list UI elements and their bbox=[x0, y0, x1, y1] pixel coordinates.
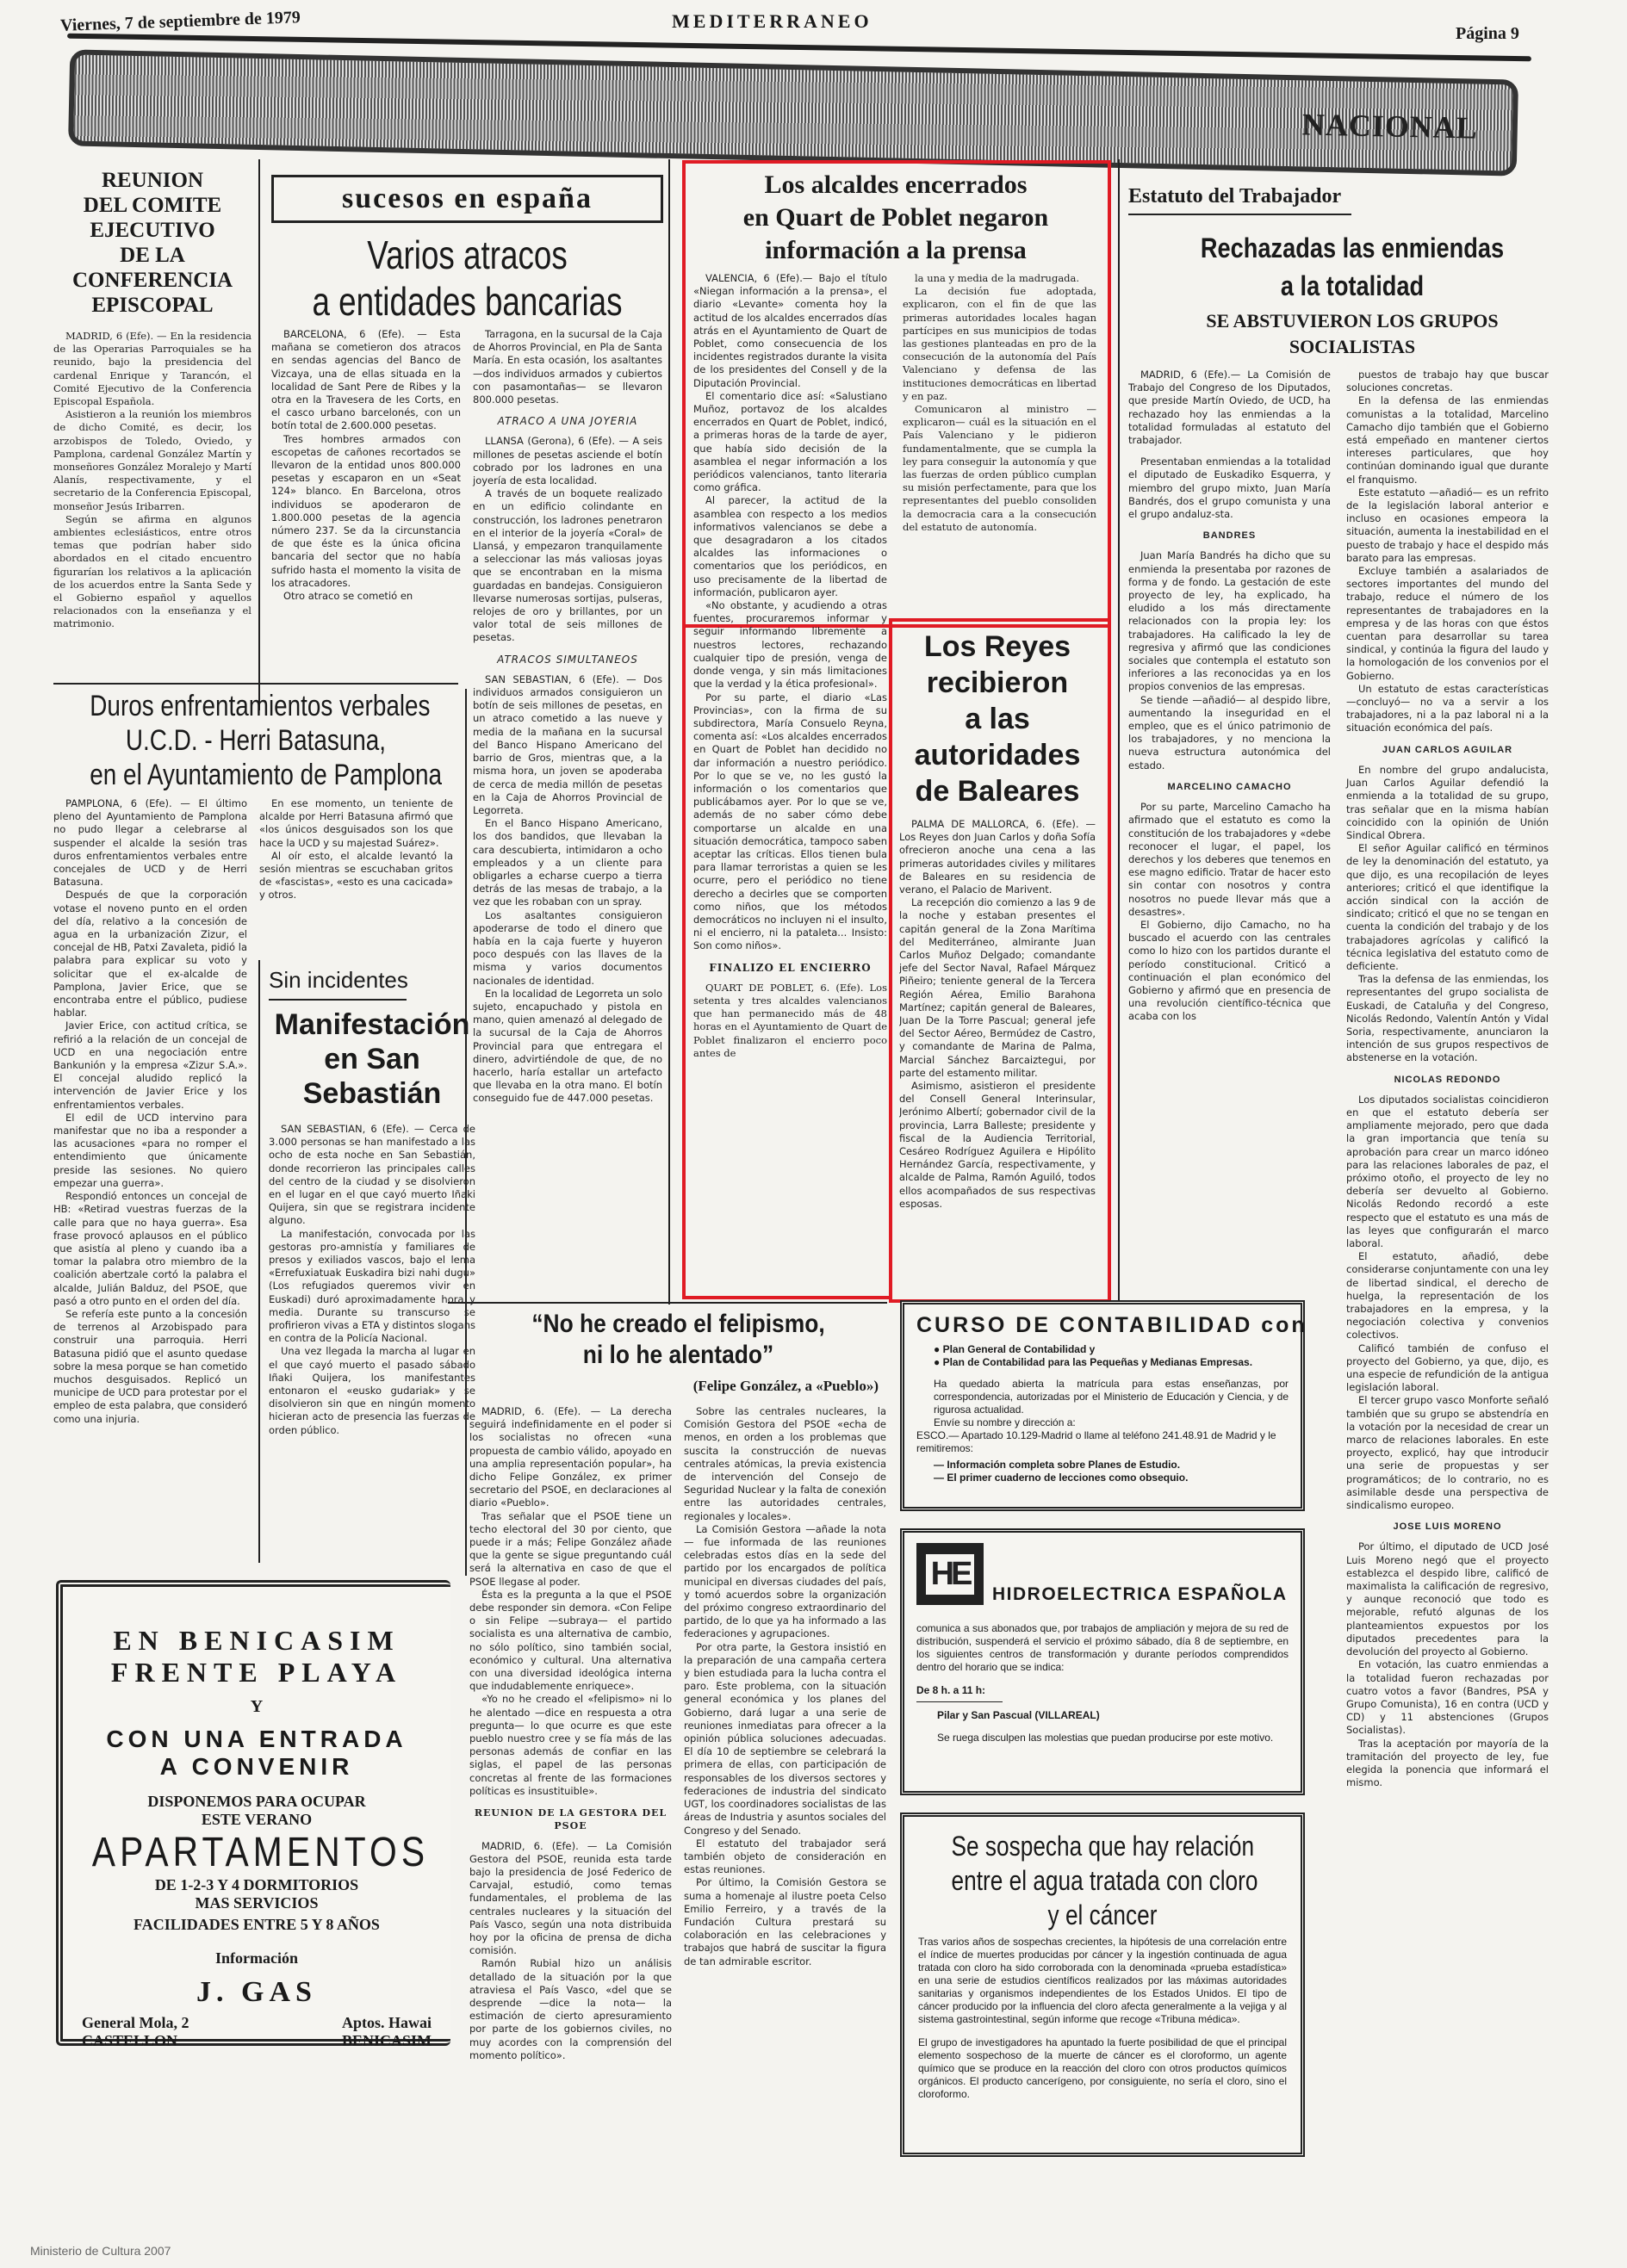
headline-line: entre el agua tratada con cloro bbox=[951, 1865, 1258, 1896]
headline-line: EPISCOPAL bbox=[91, 294, 214, 317]
subhead: JUAN CARLOS AGUILAR bbox=[1382, 744, 1513, 755]
ad-location: Pilar y San Pascual (VILLAREAL) bbox=[937, 1709, 1100, 1721]
headline bbox=[693, 169, 1098, 267]
paragraph: Según se afirma en algunos ambientes eclesiásticos, entre otros temas que podrían haber sido abordados en el citado encuentro figurarían los relativos a la aplicación de los acuerdos entre la Santa Sede y el Gobierno español y aquellos relacionados con la enseñanza y el matrimonio. bbox=[53, 512, 252, 630]
paragraph: El estatuto del trabajador será también objeto de consideración en estas reuniones. bbox=[684, 1837, 886, 1876]
ad-body: comunica a sus abonados que, por trabajos de ampliación y mejora de su red de distribución, suspenderá el servicio el próximo sábado, día 8 de septiembre, en los siguientes centros de transformación y durante períodos comprendidos dentro del horario que se indica: bbox=[916, 1622, 1289, 1673]
paragraph: Calificó también de confuso el proyecto del Gobierno, ya que, dijo, es una especie de refundición de la antigua legislación laboral. bbox=[1346, 1342, 1549, 1394]
ad-apology: Se ruega disculpen las molestias que puedan producirse por este motivo. bbox=[937, 1732, 1274, 1744]
subhead: FINALIZO EL ENCIERRO bbox=[709, 961, 872, 974]
kicker: Sin incidentes bbox=[269, 967, 408, 993]
paragraph: Este estatuto —añadió— es un refrito de la legislación laboral anterior e incluso en ocasiones empeora la situación, aumenta la inestabilidad en el puesto de trabajo y hace el despido más barato para las empresas. bbox=[1346, 486, 1549, 564]
article-felipismo bbox=[469, 1309, 887, 2247]
article-reyes bbox=[899, 629, 1096, 1287]
section-label: sucesos en españa bbox=[342, 183, 593, 214]
paragraph: Por último, el diputado de UCD José Luis Moreno negó que el proyecto establezca el despido libre, calificó de maximalista la calificación de regresivo, y aunque reconoció que todo es mejorable, refutó algunas de los planteamientos expuestos por los diputados precedentes para la devolución del proyecto al Gobierno. bbox=[1346, 1540, 1549, 1658]
paragraph: Por su parte, el diario «Las Provincias», con la firma de su subdirectora, María Consuelo Reyna, comenta así: «Los alcaldes encerrados en Quart de Poblet han decidido no dar información a nuestro periódico. Por lo que se ve, no les gustó la información o los comentarios que publicábamos ayer. Por lo que se ve, además de no saber cómo debe comportarse un alcalde en una situación democrática, tampoco saben aceptar las críticas. Ellos tienen bula para llamar terroristas a quien se les ocurre, pero el periódico no tiene derecho a decirles que se comporten como niños, que los métodos democráticos no incluyen ni el insulto, ni el encierro, ni la pataleta... Insisto: Son como niños». bbox=[693, 691, 887, 952]
headline bbox=[269, 1007, 475, 1111]
paragraph: La decisión fue adoptada, explicaron, con el fin de que las primeras autoridades locales hagan partícipes en sus municipios de todas las gestiones planteadas en pro de la consecución de la autonomía del País Valenciano y defensa de las instituciones democráticas en libertad y en paz. bbox=[903, 285, 1096, 402]
paragraph: Los diputados socialistas coincidieron en que el estatuto debería ser ampliamente mejorado, pero que dada la gran importancia que tenía su aprobación para crear un marco idóneo para las relaciones laborales de paz, el próximo otoño, el proyecto de ley no debería ser devuelto al Gobierno. Nicolás Redondo recordó a este respecto que el estatuto es una más de las leyes que configurarán el marco laboral. bbox=[1346, 1093, 1549, 1249]
ad-line: APARTAMENTOS bbox=[91, 1830, 430, 1875]
column-rule bbox=[1118, 159, 1120, 1304]
ad-line: DE 1-2-3 Y 4 DORMITORIOS bbox=[154, 1876, 359, 1893]
column-rule bbox=[258, 159, 260, 710]
paragraph: Respondió entonces un concejal de HB: «Retirad vuestras fuerzas de la calle para que no haya guerra». Esa frase provocó aplausos en el público que asistía al pleno y cuando iba a tomar la palabra otro miembro de la coalición abertzale cortó la palabra el alcalde, Julián Balduz, del PSOE, que pasó a otro punto en el orden del día. bbox=[53, 1190, 247, 1307]
paragraph: «No obstante, y acudiendo a otras fuentes, procuraremos informar y seguir informando libremente a nuestros lectores, rechazando cualquier tipo de presión, venga de donde venga, y sin más limitaciones que la verdad y la ética profesional». bbox=[693, 599, 887, 691]
subhead: NICOLAS REDONDO bbox=[1394, 1074, 1501, 1085]
ad-offer: — Información completa sobre Planes de Estudio. bbox=[934, 1459, 1181, 1471]
article-body bbox=[918, 1936, 1287, 2101]
headline-line: Los alcaldes encerrados bbox=[764, 170, 1028, 199]
paragraph: En la localidad de Legorreta un solo sujeto, encapuchado y pistola en mano, quien amenazó al delegado de la sucursal de la Caja de Ahorros Provincial para que entregara el dinero, advirtiéndole de que, de no hacerlo, haría estallar un artefacto que llevaba en la otra mano. El botín conseguido fue de 447.000 pesetas. bbox=[473, 987, 662, 1105]
ad-schedule: De 8 h. a 11 h: bbox=[916, 1684, 1003, 1702]
section-banner bbox=[68, 49, 1518, 176]
paragraph: QUART DE POBLET, 6. (Efe). Los setenta y tres alcaldes valencianos que han permanecido más de 48 horas en el Ayuntamiento de Quart de Poblet finalizaron el encierro poco antes de bbox=[693, 981, 887, 1059]
section-label: NACIONAL bbox=[1301, 107, 1479, 146]
headline-line: “No he creado el felipismo, bbox=[531, 1310, 825, 1338]
subhead: BANDRES bbox=[1202, 530, 1257, 542]
bullet-icon: ● bbox=[934, 1343, 943, 1355]
article-episcopal bbox=[53, 168, 252, 680]
kicker: Estatuto del Trabajador bbox=[1128, 185, 1351, 215]
headline bbox=[494, 1309, 862, 1371]
page-number: Página 9 bbox=[1456, 24, 1519, 43]
headline-line: EJECUTIVO bbox=[90, 219, 215, 242]
paragraph: La manifestación, convocada por las gestoras pro-amnistía y familiares de presos y exiliados vascos, bajo el lema «Errefuxiatuak Euskadira bizi nahi dugu» (Los refugiados queremos vivir en Euskadi) duró aproximadamente hora y media. Durante su transcurso se profirieron vivas a ETA y distintos slogans en contra de la Policía Nacional. bbox=[269, 1227, 475, 1345]
ad-address-right bbox=[342, 2014, 432, 2050]
paragraph: La Comisión Gestora —añade la nota— fue informada de las reuniones celebradas estos días en la sede del partido por los encargados de política municipal en diversas ciudades del país, y tomó acuerdos sobre la organización del próximo congreso extraordinario del partido, de lo que ya ha informado a las federaciones y agrupaciones. bbox=[684, 1522, 886, 1640]
headline bbox=[53, 168, 252, 318]
headline-line: DEL COMITE bbox=[83, 194, 222, 217]
paragraph: MADRID, 6. (Efe). — La Comisión Gestora del PSOE, reunida esta tarde bajo la presidencia de José Federico de Carvajal, estudió, como temas fundamentales, el problema de las centrales nucleares y la situación del País Vasco, según una nota distribuida hoy por la oficina de prensa de dicha comisión. bbox=[469, 1839, 672, 1957]
paragraph: PALMA DE MALLORCA, 6. (Efe). — Los Reyes don Juan Carlos y doña Sofía ofrecieron anoche una cena a las primeras autoridades civiles y militares de Baleares en su residencia de verano, el Palacio de Marivent. bbox=[899, 818, 1096, 896]
address-line: CASTELLON bbox=[82, 2032, 178, 2049]
subhead: JOSE LUIS MORENO bbox=[1393, 1521, 1502, 1533]
paragraph: En votación, las cuatro enmiendas a la totalidad fueron rechazadas por cuatro votos a favor (Bandres, PSA y Grupo Comunista), 16 en contra (UCD y CD) y 11 abstenciones (Grupos Socialistas). bbox=[1346, 1658, 1549, 1737]
ad-bullet bbox=[934, 1356, 1289, 1369]
article-body bbox=[899, 818, 1096, 1211]
section-box bbox=[271, 175, 663, 223]
paragraph: Presentaban enmiendas a la totalidad el diputado de Euskadiko Esquerra, y miembro del grupo mixto, Juan María Bandrés, dos el grupo comunista y una el grupo andaluz-sta. bbox=[1128, 455, 1331, 521]
paragraph: SAN SEBASTIAN, 6 (Efe). — Dos individuos armados consiguieron un botín de seis millones de pesetas, en un atraco cometido a las nueve y media de la mañana en la sucursal del Banco Hispano Americano del barrio de Gros, mientras que, a la misma hora, un joven se apoderaba de cerca de media millón de pesetas en la Caja de Ahorros Provincial de Legorreta. bbox=[473, 672, 662, 816]
headline-line: en Quart de Poblet negaron bbox=[742, 203, 1049, 232]
headline-line: CONFERENCIA bbox=[71, 269, 233, 292]
ad-line: CON UNA ENTRADA bbox=[106, 1726, 407, 1752]
paragraph: Tras varios años de sospechas crecientes, la hipótesis de una correlación entre el índice de muertes producidas por cáncer y la ingestión continuada de agua tratada con cloro ha sido corroborada con la denominada «prueba estadística» en una serie de estudios científicos realizados por las máximas autoridades sanitarias y organismos independientes de los Estados Unidos. El tipo de cáncer producido por la influencia del cloro afecta generalmente a la vejiga y al sistema gastrointestinal, según informe que recoge «Tribuna médica». bbox=[918, 1936, 1287, 2025]
paragraph: Un estatuto de estas características —concluyó— no va a servir a los trabajadores, ni a la paz laboral ni a la situación económica del país. bbox=[1346, 682, 1549, 734]
ad-bullet bbox=[934, 1343, 1289, 1356]
paragraph: MADRID, 6 (Efe). — En la residencia de las Operarias Parroquiales se ha reunido, bajo la presidencia del cardenal Enrique y Tarancón, el Comité Ejecutivo de la Conferencia Episcopal Española. bbox=[53, 330, 252, 408]
ad-body: Ha quedado abierta la matrícula para estas enseñanzas, por correspondencia, autorizadas por el Ministerio de Educación y Ciencia, y de rigurosa actualidad. bbox=[934, 1378, 1289, 1416]
paragraph: la una y media de la madrugada. bbox=[915, 272, 1080, 284]
company-name: HIDROELECTRICA ESPAÑOLA bbox=[992, 1584, 1288, 1604]
headline bbox=[899, 629, 1096, 809]
paragraph: En la defensa de las enmiendas comunistas a la totalidad, Marcelino Camacho dijo también que el Gobierno está empeñado en mantener ciertos intereses particulares, que hoy continúan dominando igual que durante el franquismo. bbox=[1346, 394, 1549, 486]
headline-line: a las bbox=[965, 703, 1030, 735]
headline-line: a entidades bancarias bbox=[312, 279, 623, 324]
paragraph: Ésta es la pregunta a la que el PSOE debe responder sin demora. «Con Felipe o sin Felipe —subraya— el partido socialista es una alternativa de cambio, no sólo político, sino también social, económico y cultural. Una alternativa con una diversidad ideológica interna que indudablemente enriquece». bbox=[469, 1588, 672, 1693]
bullet-text: Plan de Contabilidad para las Pequeñas y Medianas Empresas. bbox=[942, 1356, 1253, 1368]
logo-mark: HE bbox=[926, 1554, 975, 1595]
kicker-rule bbox=[269, 999, 407, 1001]
headline-line: Duros enfrentamientos verbales bbox=[90, 690, 431, 722]
ad-line: DISPONEMOS PARA OCUPAR bbox=[147, 1793, 366, 1810]
paragraph: Se refería este punto a la concesión de terrenos al Arzobispado para construir una parroquia. Herri Batasuna pidió que el asunto quedase sobre la mesa porque se han cometido muchos desguisados. Replicó un municipe de UCD para protestar por el empleo de esta palabra, que consideró como una injuria. bbox=[53, 1307, 247, 1425]
paragraph: Tras señalar que el PSOE tiene un techo electoral del 30 por ciento, que puede ir a más; Felipe González añade que la gente se sigue preguntando cuál será la alternativa en caso de que el PSOE llegase al poder. bbox=[469, 1509, 672, 1588]
paragraph: Por último, la Comisión Gestora se suma a homenaje al ilustre poeta Celso Emilio Ferreiro, y a través de la Fundación Cultura prestará su colaboración en las celebraciones y trabajos que habrá de suscitar la figura de tan admirable escritor. bbox=[684, 1876, 886, 1967]
headline-line: autoridades bbox=[914, 739, 1081, 771]
newspaper-title: MEDITERRANEO bbox=[672, 10, 872, 32]
paragraph: Sobre las centrales nucleares, la Comisión Gestora del PSOE «echa de menos, en orden a los problemas que suscita la construcción de nuevas centrales atómicas, la previa existencia de intervención del Consejo de Seguridad Nuclear y la falta de conexión entre las autoridades centrales, regionales y locales». bbox=[684, 1405, 886, 1522]
address-line: Aptos. Hawai bbox=[341, 2014, 432, 2031]
headline-line: de Baleares bbox=[915, 775, 1080, 808]
paragraph: El comentario dice así: «Salustiano Muñoz, portavoz de los alcaldes encerrados en Quart de Poblet, indicó, a primeras horas de la tarde de ayer, que había sido decisión de la asamblea el negar información a los periódicos valencianos, tanto literaria como gráfica. bbox=[693, 389, 887, 494]
article-column bbox=[693, 272, 887, 1060]
headline-line: Manifestación bbox=[274, 1008, 470, 1041]
paragraph: Ramón Rubial hizo un análisis detallado de la situación por la que atraviesa el País Vasco, «del que se desprende —dice la nota— la estimación de cierto apresuramiento por parte de los gobiernos civiles, no muy acordes con la comprensión del momento político». bbox=[469, 1957, 672, 2061]
paragraph: MADRID, 6. (Efe). — La derecha seguirá indefinidamente en el poder si los socialistas no ofrecen «una propuesta de cambio válido, apoyado en una amplia representación popular», ha dicho Felipe González, ex primer secretario del PSOE, en declaraciones al diario «Pueblo». bbox=[469, 1405, 672, 1509]
paragraph: En nombre del grupo andalucista, Juan Carlos Aguilar defendió la enmienda a la totalidad de su grupo, tras señalar que en la misma habían coincidido con la opinión de Unión Sindical Obrera. bbox=[1346, 763, 1549, 841]
headline-line: Los Reyes bbox=[923, 630, 1071, 663]
section-rule bbox=[448, 1302, 887, 1304]
paragraph: SAN SEBASTIAN, 6 (Efe). — Cerca de 3.000 personas se han manifestado a las ocho de esta noche en San Sebastián, donde recorrieron las principales calles del centro de la ciudad y se disolvieron en el lugar en el que cayó muerto Iñaki Quijera, sin que se registrara incidente alguno. bbox=[269, 1123, 475, 1227]
paragraph: El tercer grupo vasco Monforte señaló también que su grupo se abstendría en la votación por la necesidad de crear un marco de relaciones laborales. En este proyecto, explicó, hay que introducir una serie de propuestas y ser programáticos; de lo contrario, no es asimilable desde una perspectiva de sindicalismo europeo. bbox=[1346, 1394, 1549, 1512]
ad-offer: — El primer cuaderno de lecciones como obsequio. bbox=[934, 1472, 1189, 1484]
address-line: BENICASIM bbox=[341, 2032, 432, 2049]
paragraph: Asistieron a la reunión los miembros de dicho Comité, es decir, los arzobispos de Toledo, Oviedo, y Pamplona, cardenal González Martín y monseñores González Moralejo y Martí Alanís, respectivamente, y el secretario de la Conferencia Episcopal, monseñor Jesús Iribarren. bbox=[53, 408, 252, 512]
paragraph: El estatuto, añadió, debe considerarse conjuntamente con una ley de libertad sindical, el derecho de huelga, la representación de los trabajadores en la empresa, y la negociación colectiva y convenios colectivos. bbox=[1346, 1250, 1549, 1342]
bullet-icon: ● bbox=[934, 1356, 943, 1368]
ad-line: FRENTE PLAYA bbox=[110, 1657, 403, 1688]
ad-title: CURSO DE CONTABILIDAD con bbox=[916, 1313, 1307, 1337]
bullet-text: Plan General de Contabilidad y bbox=[942, 1343, 1096, 1355]
ad-hidroelectrica bbox=[900, 1528, 1305, 1795]
paragraph: En el Banco Hispano Americano, los dos bandidos, que llevaban la cara descubierta, intimidaron a ocho empleados y a un cliente para obligarles a echarse cuerpo a tierra detrás de las mesas de trabajo, a la vez que les robaban con un spray. bbox=[473, 817, 662, 908]
paragraph: La recepción dio comienzo a las 9 de la noche y estaban presentes el capitán general de la Zona Marítima del Mediterráneo, almirante Juan Carlos Muñoz Delgado; comandante jefe del Sector Naval, Rafael Márquez Piñeiro; teniente general de la Tercera Región Aérea, Emilio Barahona Martínez; capitán general de Baleares, Juan De la Torre Pascual; general jefe del Sector Aéreo, Bermúdez de Castro, y comandante de Marina de Palma, Marcial Sánchez Barcaiztegui, por parte del estamento militar. bbox=[899, 896, 1096, 1079]
paragraph: Al oír esto, el alcalde levantó la sesión mientras se escuchaban gritos de «fascistas», «esto es una cacicada» y otros. bbox=[259, 849, 453, 902]
article-column bbox=[1346, 369, 1549, 1789]
paragraph: Por su parte, Marcelino Camacho ha afirmado que el estatuto es como la constitución de los trabajadores y «debe reconocer el lugar, el papel, los derechos y los deberes que tenemos en ese magno edificio. Tratar de hacer esto sin contar con nosotros y contra nosotros no puede llevar más que a desastres». bbox=[1128, 801, 1331, 918]
paragraph: Tras la defensa de las enmiendas, los representantes del grupo socialista de Euskadi, de Cataluña y del Congreso, Nicolás Redondo, Valentín Antón y Vidal Soria, respectivamente, anunciaron la intención de sus grupos respectivos de abstenerse en la votación. bbox=[1346, 973, 1549, 1064]
paragraph: «Yo no he creado el «felipismo» ni lo he alentado —dice en respuesta a otra pregunta— lo que ocurre es que este pueblo nuestro cree y se fía más de las personas además de confiar en las siglas, el papel de las personas concretas al frente de las formaciones políticas es insustituible». bbox=[469, 1693, 672, 1797]
subheadline-line: SOCIALISTAS bbox=[1289, 336, 1416, 357]
paragraph: Otro atraco se cometió en bbox=[283, 590, 413, 603]
paragraph: Javier Erice, con actitud crítica, se refirió a la relación de un concejal de UCD en una negociación entre Bankunión y la empresa «Zizur S.A.». El concejal aludido replicó la intervención de Javier Erice y los enfrentamientos verbales. bbox=[53, 1019, 247, 1111]
article-column bbox=[469, 1405, 672, 2062]
headline-line: en el Ayuntamiento de Pamplona bbox=[90, 759, 442, 791]
headline bbox=[311, 232, 624, 325]
ad-address: ESCO.— Apartado 10.129-Madrid o llame al teléfono 241.48.91 de Madrid y le remitiremos: bbox=[916, 1429, 1276, 1454]
paragraph: PAMPLONA, 6 (Efe). — El último pleno del Ayuntamiento de Pamplona no pudo llegar a celebrarse al suspender el alcalde la sesión tras duros enfrentamientos verbales entre concejales de UCD y de Herri Batasuna. bbox=[53, 797, 247, 889]
company-logo bbox=[916, 1543, 984, 1605]
paragraph: Por otra parte, la Gestora insistió en la preparación de una campaña certera y bien estudiada para la lucha contra el paro. Este problema, con la situación general económica y los planes del Gobierno, dará lugar a una serie de reuniones inmediatas para ofrecer a la opinión pública soluciones adecuadas. El día 10 de septiembre se celebrará la primera de ellas, con participación de responsables de los diversos sectores y federaciones de industria del sindicato UGT, los coordinadores socialistas de las áreas de Industria y asuntos sociales del Congreso y del Senado. bbox=[684, 1640, 886, 1837]
headline-line: en San bbox=[324, 1043, 420, 1075]
ad-line: FACILIDADES ENTRE 5 Y 8 AÑOS bbox=[134, 1916, 380, 1933]
headline bbox=[1162, 229, 1543, 305]
paragraph: El grupo de investigadores ha apuntado la fuerte posibilidad de que el principal elemento sospechoso de la muerte de cáncer es el cloroformo, un agente químico que se produce en la reacción del cloro con otros productos químicos orgánicos. El producto cancerígeno, por consiguiente, no sería el cloro, sino el cloroformo. bbox=[918, 2036, 1287, 2100]
ad-line: EN BENICASIM bbox=[113, 1625, 401, 1656]
headline-line: Sebastián bbox=[302, 1077, 442, 1110]
paragraph: Tres hombres armados con escopetas de cañones recortados se llevaron de la entidad unos 800.000 pesetas y escaparon en un «Seat 124» blanco. En Barcelona, otros individuos se apoderaron de 1.800.000 pesetas de la agencia número 237. Se da la circunstancia de que éste es la única oficina bancaria del sector que no había sufrido hasta el momento la visita de los atracadores. bbox=[271, 432, 461, 589]
paragraph: Tras la aceptación por mayoría de la tramitación del proyecto de ley, fue elegida la ponencia que informará el mismo. bbox=[1346, 1737, 1549, 1789]
archive-credit: Ministerio de Cultura 2007 bbox=[30, 2244, 171, 2258]
offer-text: El primer cuaderno de lecciones como obsequio. bbox=[947, 1472, 1189, 1484]
paragraph: Tarragona, en la sucursal de la Caja de Ahorros Provincial, en Pla de Santa María. En esta ocasión, los asaltantes —dos individuos armados y cubiertos con pasamontañas— se llevaron 800.000 pesetas. bbox=[473, 328, 662, 406]
subhead: ATRACOS SIMULTANEOS bbox=[497, 653, 638, 666]
headline bbox=[90, 689, 442, 792]
subhead: REUNION DE LA GESTORA DEL PSOE bbox=[474, 1807, 668, 1832]
column-rule bbox=[668, 159, 670, 1304]
ad-benicasim bbox=[56, 1580, 450, 2049]
paragraph: Después de que la corporación votase el noveno punto en el orden del día, relativo a la concesión de agua en la urbanización Zizur, el concejal de HB, Patxi Zavaleta, pidió la palabra para explicar su voto y solicitar que el ex-alcalde de Pamplona, Javier Erice, que se encontraba entre el público, pudiese hablar. bbox=[53, 889, 247, 1019]
ad-company: J. GAS bbox=[196, 1976, 317, 2008]
paragraph: Comunicaron al ministro —explicaron— cuál es la situación en el País Valenciano y le pidieron fundamentalmente, que se cumpla la ley para conseguir la autonomía y que las fuerzas de orden público cumplan su misión perfectamente, para que los representantes del pueblo consoliden la democracia cara a la consecución del estatuto de autonomía. bbox=[903, 403, 1096, 533]
article-san-sebastian bbox=[258, 960, 475, 1563]
article-cloro bbox=[900, 1813, 1305, 2157]
headline-line: DE LA bbox=[120, 244, 185, 267]
paragraph: A través de un boquete realizado en un edificio colindante en construcción, los ladrones penetraron en el interior de la joyería «Coral» de Llansá, y empezaron tranquilamente a seleccionar las más valiosas joyas que se encontraban en la misma guardadas en bandejas. Consiguieron llevarse numerosas sortijas, pulseras, relojes de oro y brillantes, por un valor total de seis millones de pesetas. bbox=[473, 487, 662, 644]
subheadline-line: SE ABSTUVIERON LOS GRUPOS bbox=[1206, 310, 1499, 332]
headline-line: U.C.D. - Herri Batasuna, bbox=[125, 724, 387, 757]
paragraph: puestos de trabajo hay que buscar soluciones concretas. bbox=[1346, 369, 1549, 394]
offer-text: Información completa sobre Planes de Estudio. bbox=[947, 1459, 1181, 1471]
ad-info-label: Información bbox=[215, 1949, 298, 1967]
headline-line: Varios atracos bbox=[367, 232, 568, 277]
ad-line: Y bbox=[250, 1697, 264, 1716]
subhead: ATRACO A UNA JOYERIA bbox=[497, 415, 638, 428]
paragraph: El edil de UCD intervino para manifestar que no iba a responder a las acusaciones «para no romper el entendimiento que únicamente preside las sesiones. No quiero empezar una guerra». bbox=[53, 1111, 247, 1189]
article-column bbox=[684, 1405, 886, 2062]
subhead: MARCELINO CAMACHO bbox=[1167, 781, 1292, 792]
headline-line: recibieron bbox=[926, 666, 1069, 699]
article-column bbox=[53, 797, 247, 1426]
paragraph: BARCELONA, 6 (Efe). — Esta mañana se cometieron dos atracos en sendas agencias del Banco de Vizcaya, una de ellas situada en la localidad de Sant Pere de Ribes y la otra en la Travesera de les Corts, en el casco urbano barcelonés, con un botín total de 2.600.000 pesetas. bbox=[271, 328, 461, 432]
headline-line: Rechazadas las enmiendas bbox=[1200, 232, 1505, 263]
ad-send-to: Envíe su nombre y dirección a: bbox=[934, 1416, 1076, 1428]
headline-line: información a la prensa bbox=[765, 236, 1027, 264]
article-body bbox=[269, 1123, 475, 1437]
paragraph: Los asaltantes consiguieron apoderarse de todo el dinero que había en la caja fuerte y huyeron poco después con las llaves de la misma y varios documentos nacionales de identidad. bbox=[473, 908, 662, 987]
paragraph: Al parecer, la actitud de la asamblea con respecto a los medios informativos valencianos se debe a que desagradaron a los citados alcaldes las informaciones o comentarios que los periódicos, en uso precisamente de la libertad de información, publicaron ayer. bbox=[693, 494, 887, 598]
headline-line: a la totalidad bbox=[1280, 270, 1425, 301]
ad-line: MAS SERVICIOS bbox=[195, 1894, 319, 1912]
address-line: General Mola, 2 bbox=[82, 2014, 189, 2031]
headline-line: y el cáncer bbox=[1047, 1899, 1158, 1930]
ad-address-left bbox=[82, 2014, 189, 2050]
article-body bbox=[53, 330, 252, 631]
ad-line: A CONVENIR bbox=[159, 1753, 354, 1780]
ad-line: ESTE VERANO bbox=[201, 1811, 313, 1828]
headline-line: Se sospecha que hay relación bbox=[951, 1831, 1255, 1862]
attribution: (Felipe González, a «Pueblo») bbox=[692, 1378, 879, 1394]
paragraph: Asimismo, asistieron el presidente del Consell General Interinsular, Jerónimo Albertí; gobernador civil de la provincia, Larra Balleste; presidente y fiscal de la Audiencia Territorial, Cesáreo Rodríguez Aguilera e Hipólito Hernández García, respectivamente, y alcalde de Palma, Ramón Aguiló, todos ellos acompañados de sus respectivas esposas. bbox=[899, 1080, 1096, 1210]
headline bbox=[951, 1829, 1258, 1932]
paragraph: El Gobierno, dijo Camacho, no ha buscado el acuerdo con las centrales como lo hizo con los partidos durante el período constitucional. Criticó a continuación el plan económico del Gobierno y afirmó que en presencia de una revolución científico-técnica que acaba con los bbox=[1128, 918, 1331, 1023]
headline-line: ni lo he alentado” bbox=[582, 1341, 774, 1369]
ad-contabilidad bbox=[900, 1300, 1305, 1511]
headline-line: REUNION bbox=[101, 169, 204, 192]
article-column bbox=[271, 328, 461, 655]
article-column bbox=[473, 328, 662, 1106]
paragraph: Se tiende —añadió— al despido libre, aumentando la inseguridad en el empleo, que es el único patrimonio de los trabajadores, y no menciona la nueva estructura autonómica del estado. bbox=[1128, 693, 1331, 771]
paragraph: MADRID, 6 (Efe).— La Comisión de Trabajo del Congreso de los Diputados, que preside Martín Oviedo, de UCD, ha rechazado hoy las enmiendas a la totalidad formuladas al estatuto del trabajador. bbox=[1128, 369, 1331, 447]
paragraph: LLANSA (Gerona), 6 (Efe). — A seis millones de pesetas asciende el botín cobrado por los ladrones en una joyería de esta localidad. bbox=[473, 435, 662, 487]
paragraph: Juan María Bandrés ha dicho que su enmienda la presentaba por razones de forma y de fondo. La gestación de este proyecto de ley, ha explicado, ha eludido a los más directamente relacionados con la propia ley: los trabajadores. Ha calificado la ley de regresiva y afirmó que las condiciones sociales que contempla el estatuto son inferiores a las reconocidas ya en los propios convenios de las empresas. bbox=[1128, 549, 1331, 693]
paragraph: En ese momento, un teniente de alcalde por Herri Batasuna afirmó que «los únicos desguisados son los que hace la UCD y su majestad Suárez». bbox=[259, 797, 453, 849]
subheadline bbox=[1128, 308, 1576, 360]
paragraph: Una vez llegada la marcha al lugar en el que cayó muerto el pasado sábado Iñaki Quijera, los manifestantes entonaron el «eusko gudariak» y se disolvieron sin que en ningún momento hicieran acto de presencia las fuerzas de orden público. bbox=[269, 1345, 475, 1436]
issue-date: Viernes, 7 de septiembre de 1979 bbox=[59, 8, 301, 35]
paragraph: El señor Aguilar calificó en términos de ley la denominación del estatuto, ya que dijo, es una recopilación de leyes anteriores; criticó el que identifique la acción sindical con la acción de sindicato; criticó el que no se tengan en cuenta la condición del trabajo y de los trabajadores agrícolas y calificó la técnica legislativa del estatuto como de deficiente. bbox=[1346, 842, 1549, 972]
paragraph: VALENCIA, 6 (Efe).— Bajo el título «Niegan información a la prensa», el diario «Levante» comenta hoy la actitud de los alcaldes encerrados días atrás en el Ayuntamiento de Quart de Poblet, como consecuencia de los incidentes registrados durante la visita de los presidentes del Consell y de la Diputación Provincial. bbox=[693, 272, 887, 389]
paragraph: Excluye también a asalariados de sectores importantes del mundo del trabajo, reduce el número de los representantes de trabajadores en la empresa y de las horas con que éstos cuentan para desarrollar su tarea sindical, y continúa la figura del laudo y la homologación de los convenios por el Gobierno. bbox=[1346, 565, 1549, 682]
